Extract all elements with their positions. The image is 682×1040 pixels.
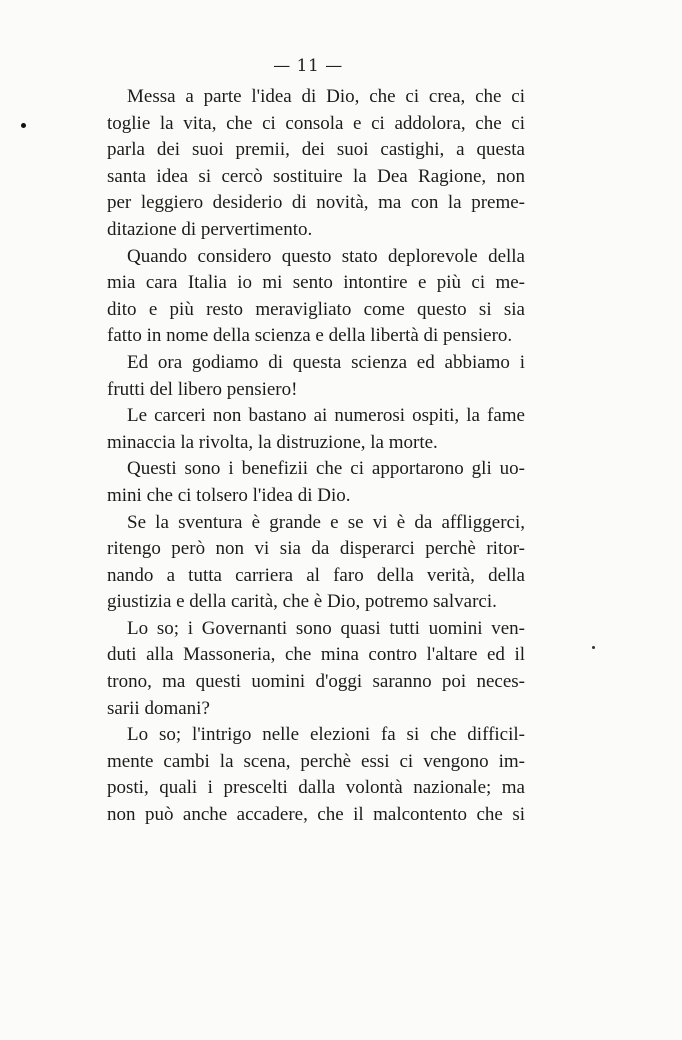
text-line: frutti del libero pensiero!: [107, 378, 298, 400]
paragraph: [107, 456, 525, 509]
text-line: santa idea si cercò sostituire la Dea Ragione, non: [107, 165, 525, 187]
paragraph: [107, 403, 525, 456]
text-line: duti alla Massoneria, che mina contro l'altare ed il: [107, 644, 525, 666]
paragraph: [107, 350, 525, 403]
text-line: ditazione di pervertimento.: [107, 218, 313, 240]
paragraph: [107, 510, 525, 616]
page-number: — 11 —: [273, 56, 343, 76]
paragraph: [107, 722, 525, 828]
text-line: Quando considero questo stato deplorevole della: [127, 245, 525, 267]
text-line: Lo so; i Governanti sono quasi tutti uomini ven-: [127, 617, 525, 639]
text-line: mia cara Italia io mi sento intontire e più ci me-: [107, 272, 525, 294]
paragraph: [107, 84, 525, 244]
text-line: nando a tutta carriera al faro della verità, della: [107, 564, 525, 586]
text-line: posti, quali i prescelti dalla volontà nazionale; ma: [107, 777, 525, 799]
paragraph: [107, 244, 525, 350]
margin-mark: [21, 123, 26, 128]
text-line: ritengo però non vi sia da disperarci perchè ritor-: [107, 538, 525, 560]
text-line: Le carceri non bastano ai numerosi ospiti, la fame: [127, 405, 525, 427]
text-line: minaccia la rivolta, la distruzione, la morte.: [107, 431, 438, 453]
text-line: mini che ci tolsero l'idea di Dio.: [107, 484, 351, 506]
text-line: dito e più resto meravigliato come questo si sia: [107, 298, 525, 320]
margin-mark: [592, 646, 595, 649]
paragraph: [107, 616, 525, 722]
text-line: mente cambi la scena, perchè essi ci vengono im-: [107, 750, 525, 772]
text-line: toglie la vita, che ci consola e ci addolora, che ci: [107, 112, 525, 134]
text-line: sarii domani?: [107, 697, 210, 719]
text-line: non può anche accadere, che il malcontento che si: [107, 804, 525, 826]
text-line: parla dei suoi premii, dei suoi castighi, a questa: [107, 139, 525, 161]
text-line: Questi sono i benefizii che ci apportarono gli uo-: [127, 458, 525, 480]
text-line: fatto in nome della scienza e della libertà di pensiero.: [107, 325, 513, 347]
text-line: Ed ora godiamo di questa scienza ed abbiamo i: [127, 351, 525, 373]
text-line: giustizia e della carità, che è Dio, potremo salvarci.: [107, 591, 497, 613]
text-line: per leggiero desiderio di novità, ma con la preme-: [107, 192, 525, 214]
text-line: trono, ma questi uomini d'oggi saranno poi neces-: [107, 671, 525, 693]
text-line: Lo so; l'intrigo nelle elezioni fa si che difficil-: [127, 724, 525, 746]
text-line: Se la sventura è grande e se vi è da affliggerci,: [127, 511, 525, 533]
body-text: [107, 84, 525, 829]
text-line: Messa a parte l'idea di Dio, che ci crea, che ci: [127, 86, 525, 107]
